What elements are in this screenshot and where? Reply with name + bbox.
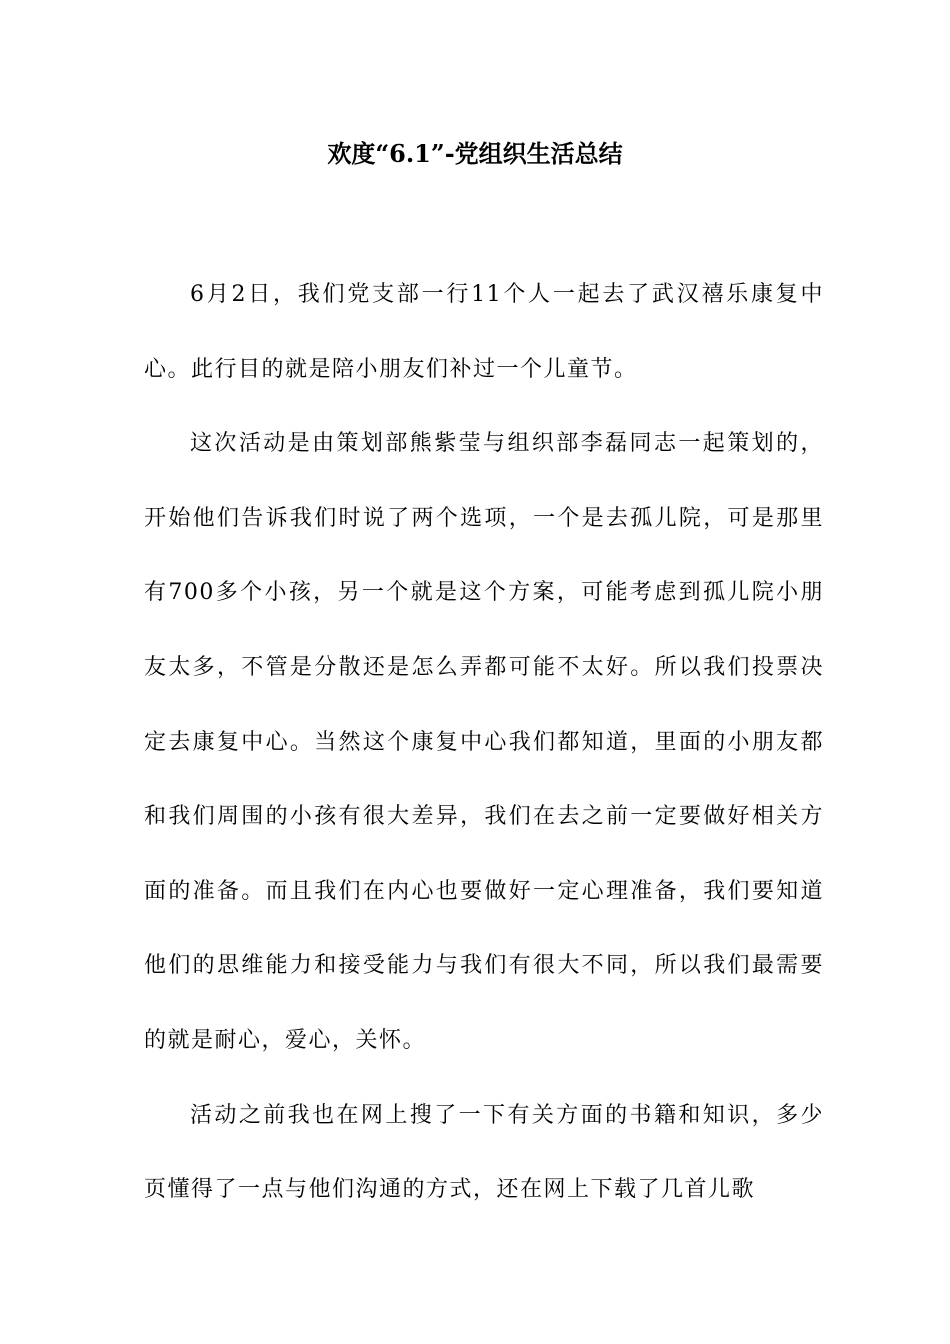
document-title: 欢度“6.1”-党组织生活总结 [327,139,623,168]
document-body [144,258,824,1228]
paragraph-2: 这次活动是由策划部熊紫莹与组织部李磊同志一起策划的，开始他们告诉我们时说了两个选项，一个是去孤儿院，可是那里有700多个小孩，另一个就是这个方案，可能考虑到孤儿院小朋友太多，不管是分散还是怎么弄都可能不太好。所以我们投票决定去康复中心。当然这个康复中心我们都知道，里面的小朋友都和我们周围的小孩有很大差异，我们在去之前一定要做好相关方面的准备。而且我们在内心也要做好一定心理准备，我们要知道他们的思维能力和接受能力与我们有很大不同，所以我们最需要的就是耐心，爱心，关怀。 [144,431,824,1053]
paragraph-1: 6月2日，我们党支部一行11个人一起去了武汉禧乐康复中心。此行目的就是陪小朋友们补过一个儿童节。 [144,282,824,382]
paragraph-3: 活动之前我也在网上搜了一下有关方面的书籍和知识，多少页懂得了一点与他们沟通的方式，还在网上下载了几首儿歌 [144,1102,824,1203]
